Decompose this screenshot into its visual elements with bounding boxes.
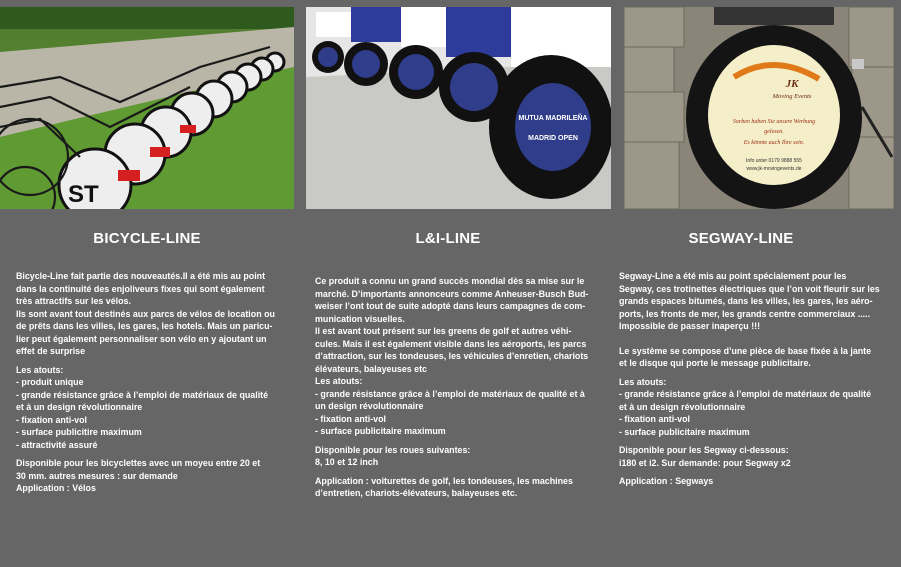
atout-item: - grande résistance grâce à l’emploi de matériaux de qualité: [16, 389, 269, 400]
segway-photo: [306, 7, 611, 209]
text-line: Impossible de passer inaperçu !!!: [619, 321, 761, 331]
text-line: élévateurs, balayeuses etc: [315, 363, 427, 374]
text-line: et le disque qui porte le message publicitaire.: [619, 358, 811, 368]
text-line: Segway, ces trotinettes électriques que l’on voit fleurir sur les: [619, 283, 880, 294]
logo-info-1: Info unter 0179 9888 555: [746, 158, 802, 164]
atout-item: - produit unique: [16, 377, 84, 387]
segway-line-text: [619, 270, 887, 488]
segway-event-text: MADRID OPEN: [528, 135, 578, 142]
atout-item: un design révolutionnaire: [315, 401, 424, 411]
text-line: d’attraction, sur les tondeuses, les véhicules d’enretien, chariots: [315, 351, 589, 361]
bicycle-line-text: [16, 270, 288, 495]
dispo-line: 8, 10 et 12 inch: [315, 457, 379, 467]
logo-slogan-1: Sorben haben Sie unsere Werbung: [732, 119, 816, 125]
bicycle-photo: [0, 7, 294, 209]
logo-slogan-2: gelesen.: [764, 129, 784, 135]
atout-item: - fixation anti-vol: [315, 413, 386, 424]
li-line-text: [315, 275, 605, 500]
atout-item: - grande résistance grâce à l’emploi de matériaux de qualité: [619, 389, 872, 399]
application-line: Application : Segways: [619, 476, 714, 486]
text-line: Ils sont avant tout destinés aux parcs de vélos de location ou: [16, 308, 275, 319]
text-line: Ce produit a connu un grand succès mondial dès sa mise sur le: [315, 276, 585, 286]
dispo-line: Disponible pour les bicyclettes avec un moyeu entre 20 et: [16, 458, 261, 468]
text-line: effet de surprise: [16, 346, 86, 356]
dispo-line: 30 mm. autres mesures : sur demande: [16, 470, 178, 481]
text-line: ports, les fronts de mer, les grands centre commerciaux .....: [619, 308, 871, 319]
atout-item: - surface publicitire maximum: [16, 427, 142, 437]
application-line: Application : voiturettes de golf, les tondeuses, les machines: [315, 475, 573, 486]
text-line: munication visuelles.: [315, 313, 405, 324]
application-line: d’entretien, chariots-élévateurs, balayeuses etc.: [315, 488, 518, 498]
bicycle-line-heading: BICYCLE-LINE: [93, 230, 201, 247]
atout-item: et à un design révolutionnaire: [619, 401, 746, 412]
atout-item: - surface publicitaire maximum: [315, 426, 446, 436]
atout-item: - fixation anti-vol: [619, 414, 690, 424]
text-line: Il est avant tout présent sur les greens de golf et autres véhi-: [315, 326, 572, 336]
text-line: weiser l’ont tout de suite adopté dans leurs campagnes de com-: [315, 301, 586, 311]
segway-brand-text: MUTUA MADRILEÑA: [518, 115, 588, 122]
atouts-label: Les atouts:: [619, 376, 667, 387]
application-line: Application : Vélos: [16, 483, 96, 493]
text-line: Bicycle-Line fait partie des nouveautés.Il a été mis au point: [16, 271, 266, 281]
atout-item: - fixation anti-vol: [16, 414, 87, 425]
atouts-label: Les atouts:: [16, 364, 64, 375]
text-line: Segway-Line a été mis au point spécialement pour les: [619, 271, 847, 281]
text-line: Le système se compose d’une pièce de base fixée à la jante: [619, 345, 872, 356]
atout-item: et à un design révolutionnaire: [16, 402, 143, 412]
bicycle-sign-text: ST: [68, 181, 99, 208]
atout-item: - grande résistance grâce à l’emploi de matériaux de qualité et à: [315, 388, 585, 399]
text-line: cules. Mais il est également visible dans les aéroports, les parcs: [315, 338, 587, 349]
text-line: dans la continuité des enjoliveurs fixes qui sont également: [16, 283, 265, 294]
dispo-line: Disponible pour les roues suivantes:: [315, 444, 471, 455]
atout-item: - surface publicitaire maximum: [619, 426, 750, 437]
text-line: très attractifs sur les vélos.: [16, 296, 131, 306]
text-line: marché. D’importants annonceurs comme Anheuser-Busch Bud-: [315, 288, 589, 299]
text-line: grands espaces bitumés, dans les villes, les gares, les aéro-: [619, 296, 873, 306]
atouts-label: Les atouts:: [315, 376, 363, 386]
logo-slogan-3: Es könnte auch Ihre sein.: [743, 140, 805, 146]
dispo-line: Disponible pour les Segway ci-dessous:: [619, 445, 789, 455]
dispo-line: i180 et i2. Sur demande: pour Segway x2: [619, 457, 791, 468]
logo-info-2: www.jk-movingevents.de: [746, 166, 802, 172]
text-line: de prêts dans les villes, les gares, les hotels. Mais un paricu-: [16, 321, 273, 331]
logo-brand-sub-text: Moving Events: [772, 93, 812, 100]
segway-line-heading: SEGWAY-LINE: [688, 230, 794, 247]
li-line-heading: L&I-LINE: [415, 230, 481, 247]
logo-brand-text: JK: [785, 78, 799, 90]
segway-logo-photo: [624, 7, 894, 209]
atout-item: - attractivité assuré: [16, 439, 98, 450]
text-line: lier peut également personnaliser son vélo en y ajoutant un: [16, 333, 267, 344]
